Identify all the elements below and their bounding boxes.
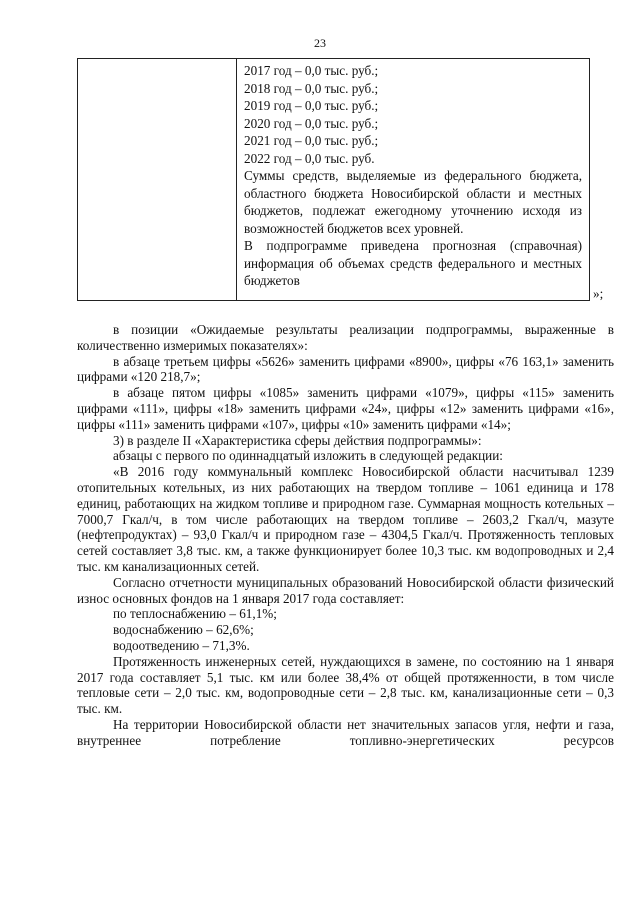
paragraph: Протяженность инженерных сетей, нуждающихся в замене, по состоянию на 1 января 2017 года составляет 5,1 тыс. км или более 38,4% от общей протяженности, в том числе тепловые сети – 2,0 тыс. км, водопроводные сети – 2,8 тыс. км, канализационные сети – 0,3 тыс. км.: [77, 653, 614, 717]
paragraph: по теплоснабжению – 61,1%;: [113, 606, 277, 622]
year-line: 2018 год – 0,0 тыс. руб.;: [244, 80, 379, 96]
paragraph: 3) в разделе II «Характеристика сферы действия подпрограммы»:: [113, 432, 482, 448]
closing-quote: »;: [593, 286, 604, 301]
year-line: 2019 год – 0,0 тыс. руб.;: [244, 98, 379, 113]
paragraph: абзацы с первого по одиннадцатый изложить в следующей редакции:: [113, 448, 503, 464]
paragraph: в позиции «Ожидаемые результаты реализации подпрограммы, выраженные в количественно измеримых показателях»:: [77, 322, 614, 353]
table-column-divider: [236, 59, 237, 300]
year-line: 2017 год – 0,0 тыс. руб.;: [244, 63, 379, 78]
paragraph: «В 2016 году коммунальный комплекс Новосибирской области насчитывал 1239 отопительных котельных, из них работающих на твердом топливе – 1061 единица и 178 единиц, работающих на жидком топливе и природном газе. Суммарная мощность котельных – 7000,7 Гкал/ч, в том числе работающих на твердом топливе – 2603,2 Гкал/ч, мазуте (нефтепродуктах) – 93,0 Гкал/ч и природном газе – 4304,5 Гкал/ч. Протяженность тепловых сетей составляет 3,8 тыс. км, а также функционирует более 10,3 тыс. км водопроводных и 2,4 тыс. км канализационных сетей.: [77, 464, 614, 574]
forecast-note: В подпрограмме приведена прогнозная (справочная) информация об объемах средств федерального и местных бюджетов: [244, 238, 582, 288]
paragraph: в абзаце пятом цифры «1085» заменить цифрами «1079», цифры «115» заменить цифрами «111», цифры «18» заменить цифрами «24», цифры «12» заменить цифрами «16», цифры «111» заменить цифрами «107», цифры «10» заменить цифрами «14»;: [77, 385, 614, 432]
document-body: [77, 322, 614, 749]
year-line: 2020 год – 0,0 тыс. руб.;: [244, 115, 379, 131]
year-line: 2021 год – 0,0 тыс. руб.;: [244, 133, 379, 148]
paragraph: в абзаце третьем цифры «5626» заменить цифрами «8900», цифры «76 163,1» заменить цифрами «120 218,7»;: [77, 353, 614, 385]
page-number: 23: [314, 36, 326, 50]
table-cell-funding: [244, 62, 582, 290]
year-line: 2022 год – 0,0 тыс. руб.: [244, 150, 375, 166]
paragraph: На территории Новосибирской области нет значительных запасов угля, нефти и газа, внутреннее потребление топливно-энергетических ресурсов: [77, 716, 614, 748]
paragraph: Согласно отчетности муниципальных образований Новосибирской области физический износ основных фондов на 1 января 2017 года составляет:: [77, 574, 614, 606]
funding-table: [77, 58, 590, 301]
funding-note: Суммы средств, выделяемые из федерального бюджета, областного бюджета Новосибирской области и местных бюджетов, подлежат ежегодному уточнению исходя из возможностей бюджетов всех уровней.: [244, 168, 582, 236]
paragraph: водоснабжению – 62,6%;: [113, 622, 254, 638]
paragraph: водоотведению – 71,3%.: [113, 637, 250, 653]
